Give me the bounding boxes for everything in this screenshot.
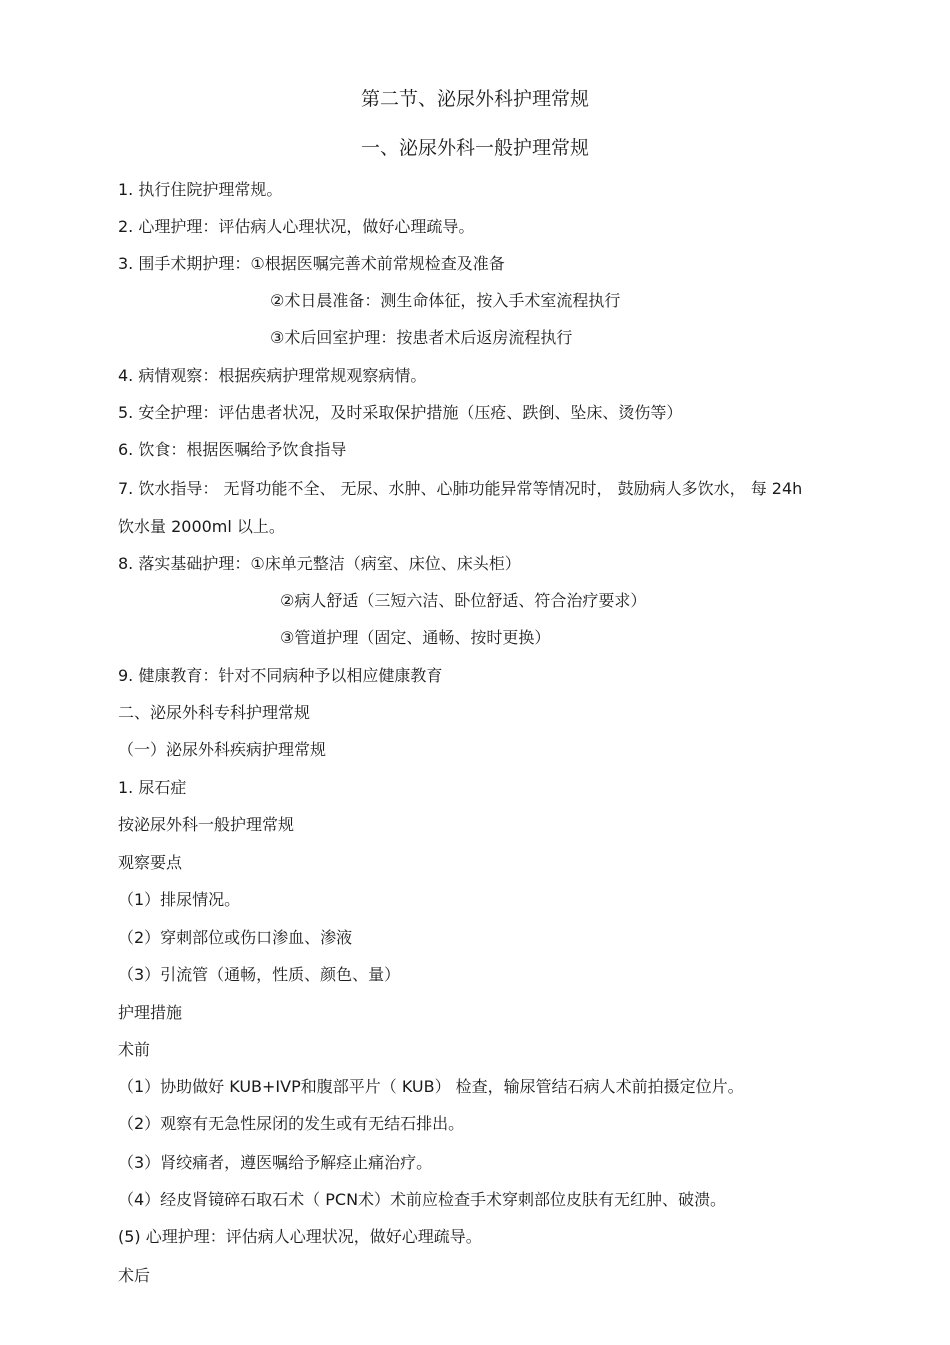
text-line: ②术日晨准备：测生命体征，按入手术室流程执行 [270, 291, 621, 310]
text-line: （2）穿刺部位或伤口渗血、渗液 [118, 928, 353, 947]
text-line: （一）泌尿外科疾病护理常规 [118, 740, 327, 759]
text-line: 观察要点 [118, 853, 183, 872]
text-line: （1）排尿情况。 [118, 890, 241, 909]
text-line: (5) 心理护理：评估病人心理状况，做好心理疏导。 [118, 1227, 482, 1246]
text-line: 5. 安全护理：评估患者状况，及时采取保护措施（压疮、跌倒、坠床、烫伤等） [118, 403, 683, 422]
text-line: 二、泌尿外科专科护理常规 [118, 703, 311, 722]
text-line: 饮水量 2000ml 以上。 [118, 517, 285, 536]
text-line: ②病人舒适（三短六洁、卧位舒适、符合治疗要求） [280, 591, 647, 610]
text-line: （2）观察有无急性尿闭的发生或有无结石排出。 [118, 1114, 465, 1133]
text-line: 4. 病情观察：根据疾病护理常规观察病情。 [118, 366, 427, 385]
section-subtitle: 一、泌尿外科一般护理常规 [360, 137, 589, 159]
text-line: 术后 [118, 1266, 151, 1285]
text-line: 8. 落实基础护理：①床单元整洁（病室、床位、床头柜） [118, 554, 521, 573]
text-line: ③术后回室护理：按患者术后返房流程执行 [270, 328, 573, 347]
text-line: （3）肾绞痛者，遵医嘱给予解痉止痛治疗。 [118, 1153, 433, 1172]
text-line: 护理措施 [118, 1003, 183, 1022]
text-line: 2. 心理护理：评估病人心理状况，做好心理疏导。 [118, 217, 475, 236]
text-line: 7. 饮水指导： 无肾功能不全、 无尿、水肿、心肺功能异常等情况时， 鼓励病人多饮水， 每 24h [118, 479, 803, 498]
text-line: 1. 执行住院护理常规。 [118, 180, 283, 199]
text-line: 6. 饮食：根据医嘱给予饮食指导 [118, 440, 347, 459]
text-line: 3. 围手术期护理：①根据医嘱完善术前常规检查及准备 [118, 254, 505, 273]
text-line: 1. 尿石症 [118, 778, 187, 797]
text-line: （1）协助做好 KUB+IVP和腹部平片（ KUB） 检查，输尿管结石病人术前拍摄定位片。 [118, 1077, 744, 1096]
text-line: （3）引流管（通畅，性质、颜色、量） [118, 965, 401, 984]
text-line: 9. 健康教育：针对不同病种予以相应健康教育 [118, 666, 443, 685]
text-line: 按泌尿外科一般护理常规 [118, 815, 295, 834]
section-title: 第二节、泌尿外科护理常规 [360, 88, 589, 110]
text-line: （4）经皮肾镜碎石取石术（ PCN术）术前应检查手术穿刺部位皮肤有无红肿、破溃。 [118, 1190, 727, 1209]
text-line: ③管道护理（固定、通畅、按时更换） [280, 628, 551, 647]
text-line: 术前 [118, 1040, 151, 1059]
